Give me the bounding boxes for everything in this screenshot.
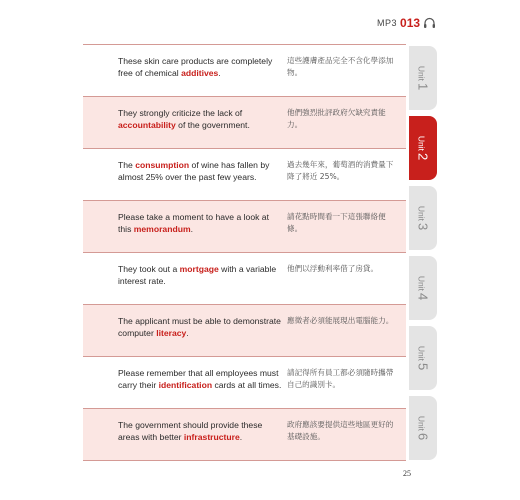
keyword: mortgage xyxy=(179,264,219,274)
tab-word: Unit xyxy=(416,345,427,361)
english-sentence xyxy=(118,211,283,235)
english-sentence xyxy=(118,107,283,131)
tab-unit-2[interactable] xyxy=(409,116,437,180)
keyword: accountability xyxy=(118,120,176,130)
tab-word: Unit xyxy=(416,415,427,431)
tab-number: 2 xyxy=(415,152,431,161)
sentence-text: The applicant must be able to demonstrate computer xyxy=(118,316,281,338)
keyword: additives xyxy=(181,68,219,78)
audio-track-indicator xyxy=(377,16,436,30)
tab-number: 3 xyxy=(415,222,431,231)
sentence-text: . xyxy=(190,224,193,234)
sentence-text: of wine has fallen by almost 25% over the past few years. xyxy=(118,160,270,182)
sentence-text: Please remember that all employees must carry their xyxy=(118,368,279,390)
sentence-text: The government should provide these areas with better xyxy=(118,420,263,442)
table-row xyxy=(83,305,406,357)
sentence-text: . xyxy=(186,328,189,338)
english-sentence xyxy=(118,159,283,183)
english-sentence xyxy=(118,419,283,443)
tab-number: 5 xyxy=(415,362,431,371)
table-row xyxy=(83,409,406,461)
keyword: consumption xyxy=(135,160,190,170)
tab-unit-6[interactable] xyxy=(409,396,437,460)
tab-label xyxy=(416,276,431,300)
keyword: infrastructure xyxy=(183,432,240,442)
tab-label xyxy=(416,346,431,370)
sentence-text: Please take a moment to have a look at this xyxy=(118,212,269,234)
chinese-translation: 請記得所有員工都必須隨時攜帶自己的識別卡。 xyxy=(287,368,394,389)
sentence-text: They strongly criticize the lack of xyxy=(118,108,243,118)
sentence-text: . xyxy=(218,68,221,78)
tab-unit-1[interactable] xyxy=(409,46,437,110)
english-sentence xyxy=(118,263,283,287)
tab-number: 4 xyxy=(415,292,431,301)
table-row xyxy=(83,357,406,409)
sentence-text: They took out a xyxy=(118,264,180,274)
tab-label xyxy=(416,206,431,230)
mp3-label: MP3 xyxy=(377,18,398,28)
table-row xyxy=(83,253,406,305)
headphones-icon xyxy=(423,17,436,29)
sentence-text: with a variable interest rate. xyxy=(118,264,277,286)
tab-word: Unit xyxy=(416,205,427,221)
tab-word: Unit xyxy=(416,135,427,151)
tab-unit-4[interactable] xyxy=(409,256,437,320)
vocabulary-table xyxy=(83,44,406,461)
tab-word: Unit xyxy=(416,275,427,291)
page-number: 25 xyxy=(403,469,411,478)
tab-label xyxy=(416,66,431,90)
table-row xyxy=(83,201,406,253)
keyword: literacy xyxy=(156,328,187,338)
tab-number: 6 xyxy=(415,432,431,441)
chinese-translation: 應徵者必須能展現出電腦能力。 xyxy=(287,316,394,325)
sentence-text: of the government. xyxy=(175,120,250,130)
unit-tabs xyxy=(409,46,437,466)
table-row xyxy=(83,45,406,97)
chinese-translation: 這些護膚產品完全不含化學添加物。 xyxy=(287,56,394,77)
english-sentence xyxy=(118,55,283,79)
sentence-text: The xyxy=(118,160,136,170)
table-row xyxy=(83,97,406,149)
tab-unit-3[interactable] xyxy=(409,186,437,250)
sentence-text: These skin care products are completely free of chemical xyxy=(118,56,273,78)
chinese-translation: 他們以浮動利率借了房貸。 xyxy=(287,264,379,273)
keyword: memorandum xyxy=(133,224,191,234)
tab-label xyxy=(416,136,431,160)
chinese-translation: 請花點時間看一下這張聯絡便條。 xyxy=(287,212,386,233)
tab-number: 1 xyxy=(415,82,431,91)
table-row xyxy=(83,149,406,201)
chinese-translation: 過去幾年來，葡萄酒的消費量下降了將近 25%。 xyxy=(287,160,394,181)
sentence-text: . xyxy=(239,432,243,442)
sentence-text: cards at all times. xyxy=(212,380,282,390)
english-sentence xyxy=(118,367,283,391)
chinese-translation: 政府應該要提供這些地區更好的基礎設施。 xyxy=(287,420,394,441)
track-number: 013 xyxy=(400,16,421,30)
tab-label xyxy=(416,416,431,440)
english-sentence xyxy=(118,315,283,339)
keyword: identification xyxy=(158,380,213,390)
chinese-translation: 他們強烈批評政府欠缺究責能力。 xyxy=(287,108,386,129)
tab-word: Unit xyxy=(416,65,427,81)
tab-unit-5[interactable] xyxy=(409,326,437,390)
